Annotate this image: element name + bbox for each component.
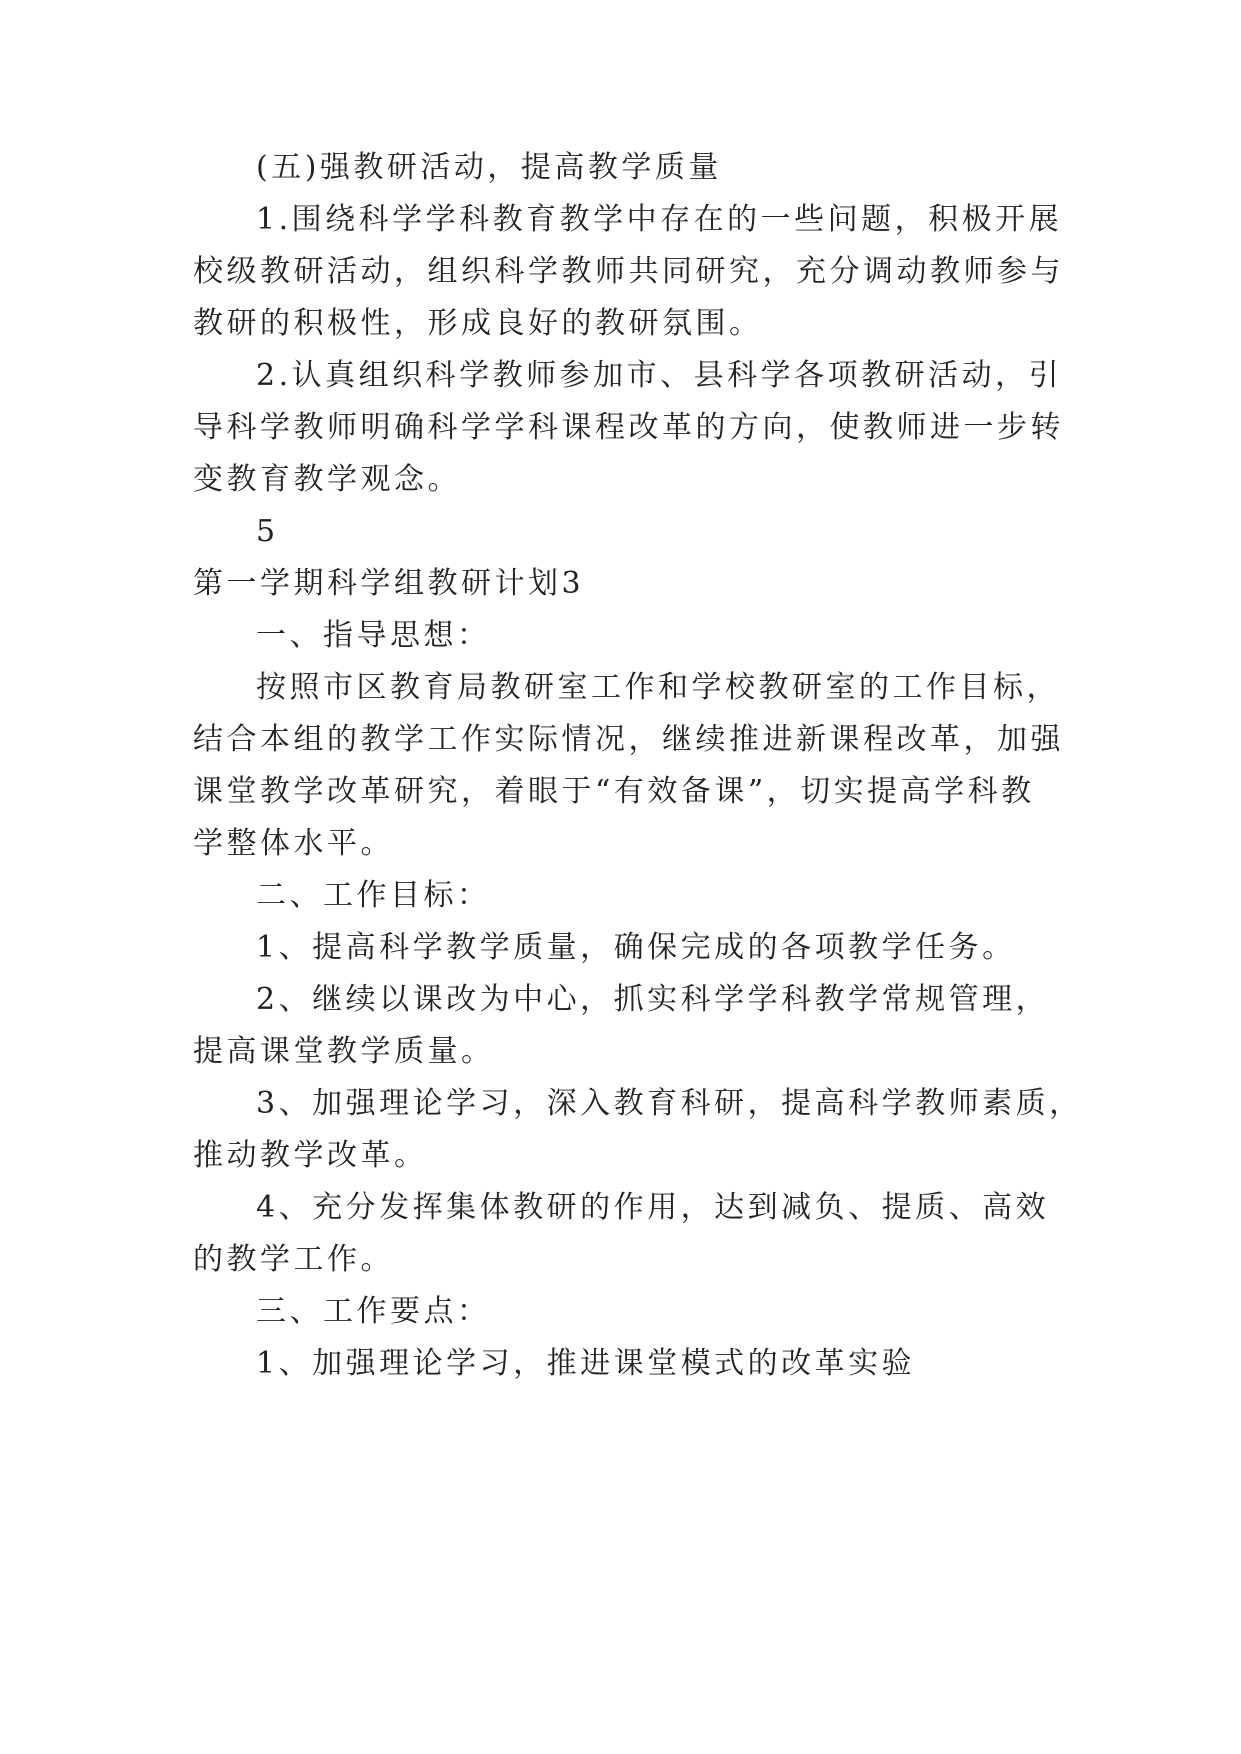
goal-item: 提高课堂教学质量。 xyxy=(193,1034,495,1069)
points-heading: 三、工作要点： xyxy=(256,1294,491,1329)
paragraph-line: 结合本组的教学工作实际情况，继续推进新课程改革，加强 xyxy=(193,722,1064,757)
paragraph-line: 学整体水平。 xyxy=(193,826,394,861)
guiding-heading: 一、指导思想： xyxy=(256,618,491,653)
paragraph-line: 校级教研活动，组织科学教师共同研究，充分调动教师参与 xyxy=(193,254,1064,289)
point-item: 1、加强理论学习，推进课堂模式的改革实验 xyxy=(256,1346,916,1381)
paragraph-line: 课堂教学改革研究，着眼于“有效备课”，切实提高学科教 xyxy=(193,774,1035,809)
paragraph-line: 2.认真组织科学教师参加市、县科学各项教研活动，引 xyxy=(256,358,1063,393)
goal-item: 3、加强理论学习，深入教育科研，提高科学教师素质， xyxy=(256,1086,1083,1121)
goal-item: 1、提高科学教学质量，确保完成的各项教学任务。 xyxy=(256,930,1016,965)
paragraph-line: 导科学教师明确科学学科课程改革的方向，使教师进一步转 xyxy=(193,410,1064,445)
paragraph-line: 按照市区教育局教研室工作和学校教研室的工作目标， xyxy=(256,670,1060,705)
paragraph-line: 教研的积极性，形成良好的教研氛围。 xyxy=(193,306,763,341)
paragraph-line: 1.围绕科学学科教育教学中存在的一些问题，积极开展 xyxy=(256,202,1063,237)
goal-item: 4、充分发挥集体教研的作用，达到减负、提质、高效 xyxy=(256,1190,1050,1225)
plan-title: 第一学期科学组教研计划3 xyxy=(193,566,585,601)
paragraph-line: 变教育教学观念。 xyxy=(193,462,461,497)
goals-heading: 二、工作目标： xyxy=(256,878,491,913)
goal-item: 的教学工作。 xyxy=(193,1242,394,1277)
goal-item: 推动教学改革。 xyxy=(193,1138,428,1173)
goal-item: 2、继续以课改为中心，抓实科学学科教学常规管理， xyxy=(256,982,1050,1017)
section-heading: (五)强教研活动，提高教学质量 xyxy=(256,150,722,185)
section-number: 5 xyxy=(256,514,279,549)
